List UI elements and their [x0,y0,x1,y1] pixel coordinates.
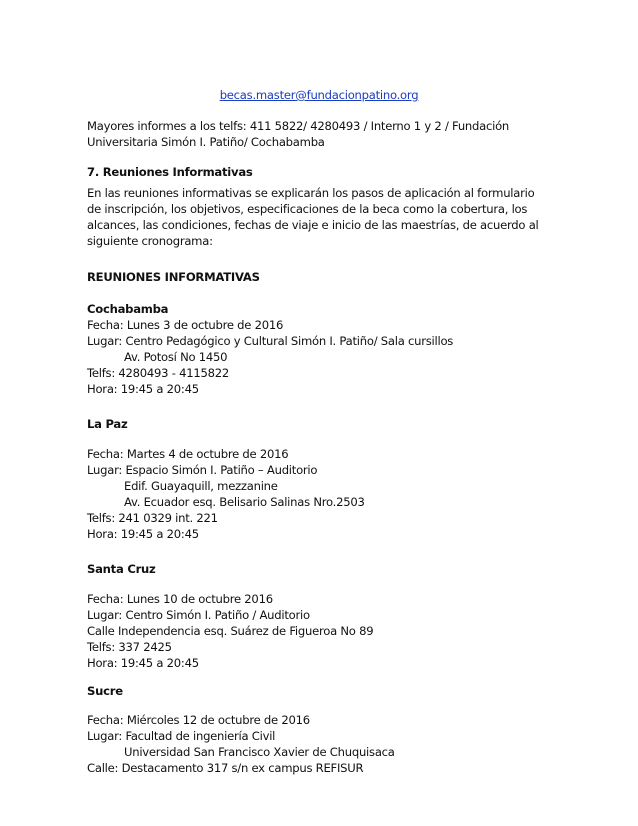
santacruz-hora: Hora: 19:45 a 20:45 [87,656,199,670]
email-line [0,87,638,103]
cochabamba-lugar-address: Av. Potosí No 1450 [124,350,228,364]
sucre-fecha: Fecha: Miércoles 12 de octubre de 2016 [87,713,310,727]
cochabamba-hora: Hora: 19:45 a 20:45 [87,382,199,396]
santacruz-calle: Calle Independencia esq. Suárez de Figueroa No 89 [87,624,374,638]
section-7-para-line-4: siguiente cronograma: [87,234,213,248]
santacruz-telfs: Telfs: 337 2425 [87,640,172,654]
sucre-lugar: Lugar: Facultad de ingeniería Civil [87,729,276,743]
intro-line-1: Mayores informes a los telfs: 411 5822/ 4280493 / Interno 1 y 2 / Fundación [87,119,510,133]
email-link[interactable]: becas.master@fundacionpatino.org [219,88,419,102]
sucre-city: Sucre [87,684,123,698]
sucre-calle: Calle: Destacamento 317 s/n ex campus REFISUR [87,761,364,775]
reuniones-heading: REUNIONES INFORMATIVAS [87,270,260,284]
section-7-para-line-1: En las reuniones informativas se explicarán los pasos de aplicación al formulario [87,186,535,200]
santacruz-fecha: Fecha: Lunes 10 de octubre 2016 [87,592,273,606]
lapaz-city: La Paz [87,417,128,431]
section-7-para-line-2: de inscripción, los objetivos, especificaciones de la beca como la cobertura, los [87,202,528,216]
section-7-para-line-3: alcances, las condiciones, fechas de viaje e inicio de las maestrías, de acuerdo al [87,218,539,232]
lapaz-lugar-address: Av. Ecuador esq. Belisario Salinas Nro.2503 [124,495,365,509]
lapaz-lugar-building: Edif. Guayaquill, mezzanine [124,479,278,493]
lapaz-lugar: Lugar: Espacio Simón I. Patiño – Auditorio [87,463,318,477]
lapaz-fecha: Fecha: Martes 4 de octubre de 2016 [87,447,289,461]
cochabamba-lugar: Lugar: Centro Pedagógico y Cultural Simón I. Patiño/ Sala cursillos [87,334,454,348]
lapaz-hora: Hora: 19:45 a 20:45 [87,527,199,541]
intro-line-2: Universitaria Simón I. Patiño/ Cochabamba [87,135,325,149]
cochabamba-city: Cochabamba [87,302,169,316]
santacruz-city: Santa Cruz [87,562,156,576]
section-7-heading: 7. Reuniones Informativas [87,165,253,179]
cochabamba-fecha: Fecha: Lunes 3 de octubre de 2016 [87,318,284,332]
cochabamba-telfs: Telfs: 4280493 - 4115822 [87,366,230,380]
lapaz-telfs: Telfs: 241 0329 int. 221 [87,511,218,525]
santacruz-lugar: Lugar: Centro Simón I. Patiño / Auditorio [87,608,310,622]
sucre-lugar-university: Universidad San Francisco Xavier de Chuquisaca [124,745,395,759]
